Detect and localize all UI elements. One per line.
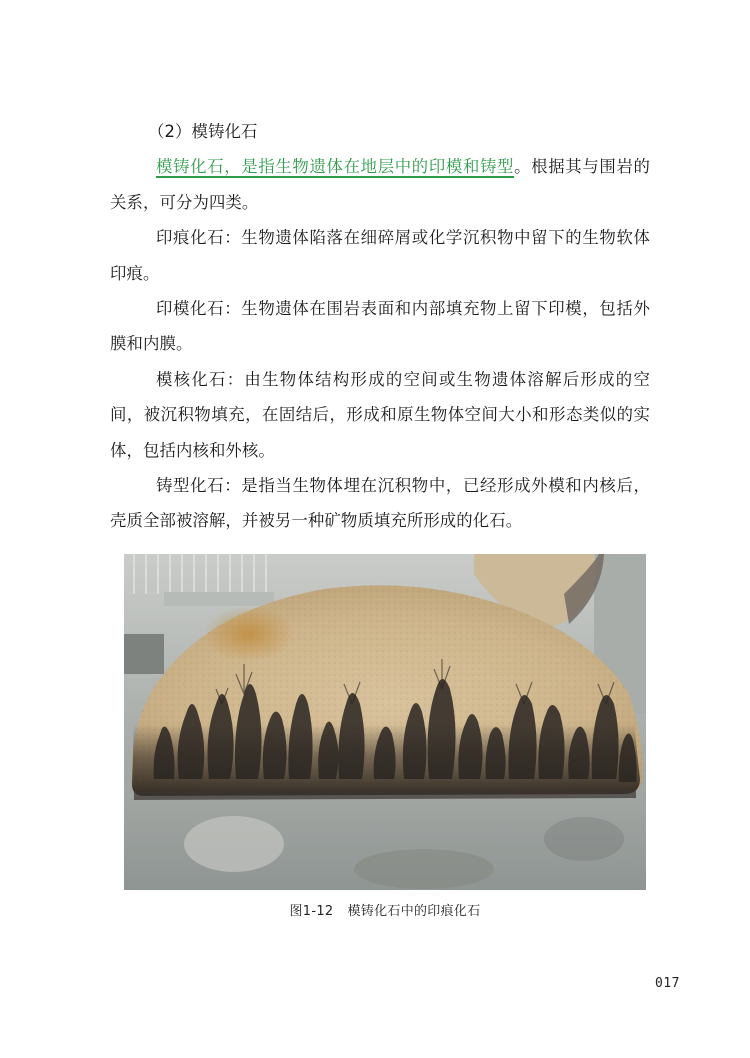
figure-caption-text: 模铸化石中的印痕化石 xyxy=(347,904,481,919)
figure-caption xyxy=(124,900,646,919)
paragraph-mold-fossil: 印模化石：生物遗体在围岩表面和内部填充物上留下印模，包括外膜和内膜。 xyxy=(110,299,650,354)
figure-number: 图1-12 xyxy=(289,904,334,919)
fossil-photo xyxy=(124,554,646,890)
body-text xyxy=(110,114,650,539)
definition-link[interactable]: 模铸化石，是指生物遗体在地层中的印模和铸型 xyxy=(156,157,515,177)
paragraph-impression-fossil: 印痕化石：生物遗体陷落在细碎屑或化学沉积物中留下的生物软体印痕。 xyxy=(110,228,650,283)
paragraph-cast-fossil: 铸型化石：是指当生物体埋在沉积物中，已经形成外模和内核后，壳质全部被溶解，并被另一种矿物质填充所形成的化石。 xyxy=(110,476,650,531)
definition-text: 。根据其与围岩的关系，可分为四类。 xyxy=(110,157,650,212)
paragraph-core-fossil: 模核化石：由生物体结构形成的空间或生物遗体溶解后形成的空间，被沉积物填充，在固结后，形成和原生物体空间大小和形态类似的实体，包括内核和外核。 xyxy=(110,369,650,460)
section-heading: （2）模铸化石 xyxy=(148,122,258,141)
paragraph-definition xyxy=(110,149,650,220)
page-number: 017 xyxy=(655,976,680,991)
